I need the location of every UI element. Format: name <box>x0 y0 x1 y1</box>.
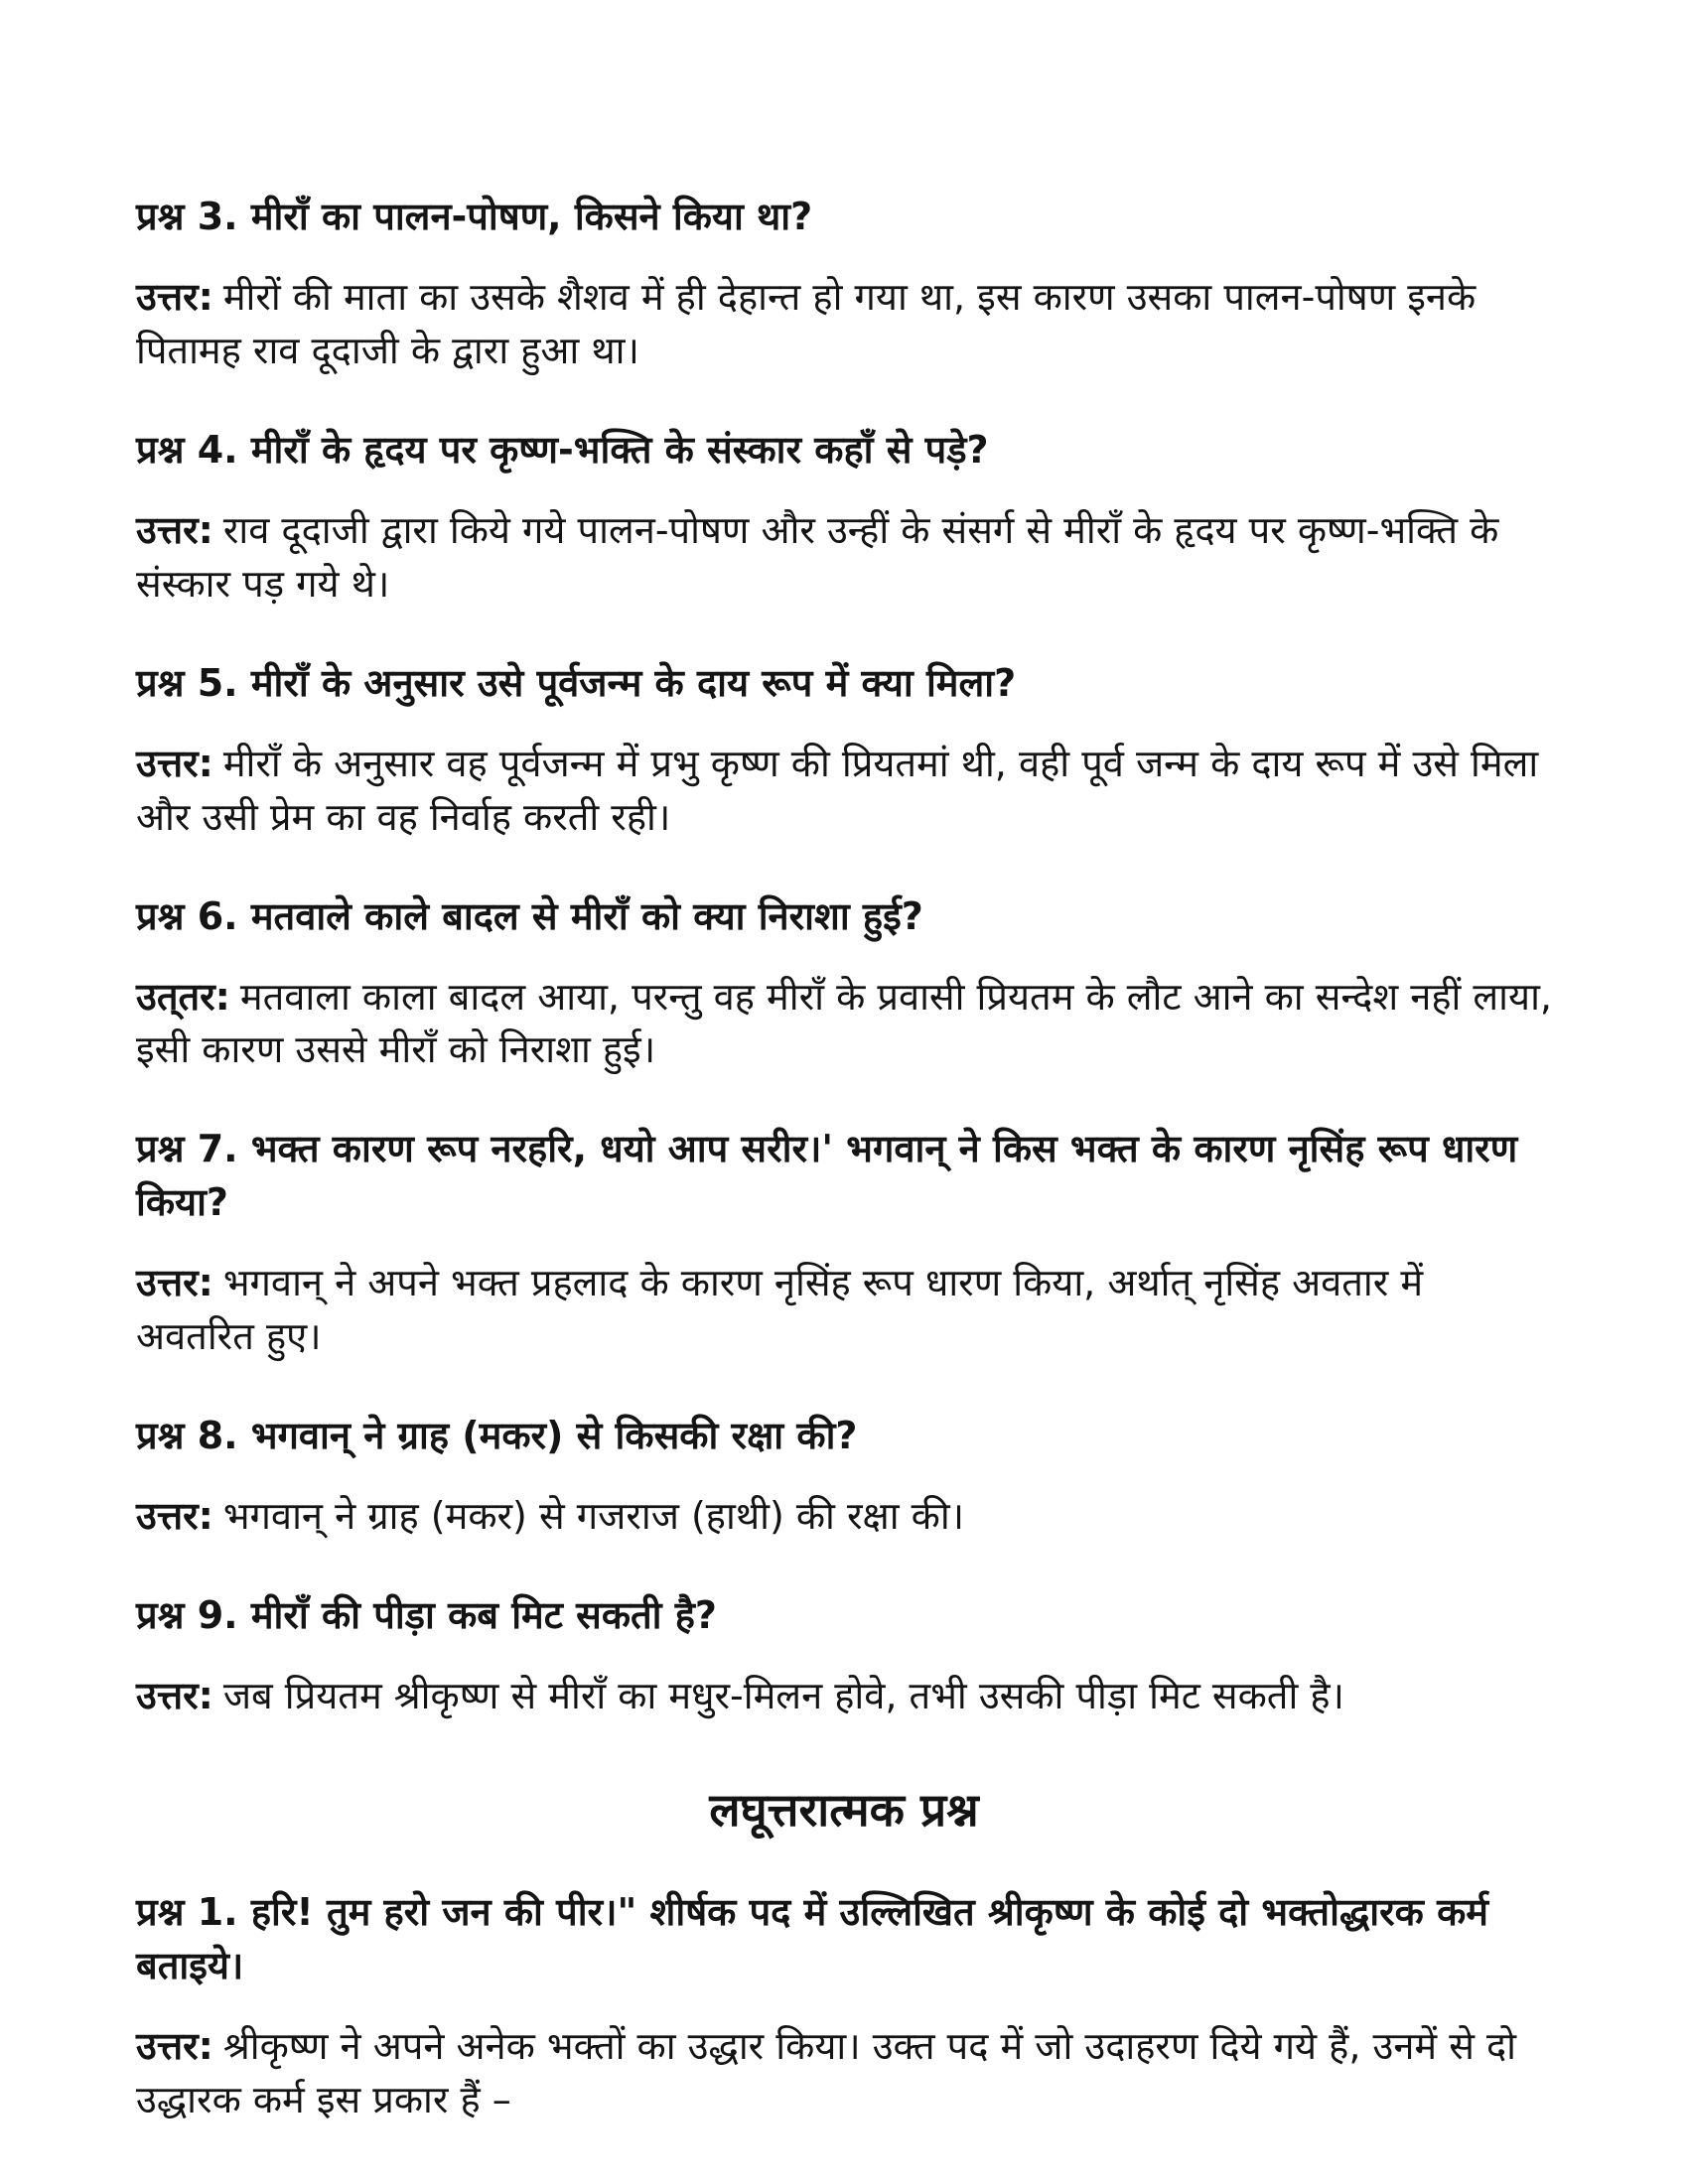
short-answer-1-label: उत्तर: <box>136 2023 213 2068</box>
answer-7-text: भगवान् ने अपने भक्त प्रहलाद के कारण नृसिंह रूप धारण किया, अर्थात् नृसिंह अवतार में अवतरित हुए। <box>136 1261 1424 1359</box>
qa-block-9 <box>136 1589 1552 1723</box>
answer-4-label: उत्तर: <box>136 507 213 552</box>
answer-5-label: उत्तर: <box>136 741 213 785</box>
answer-5 <box>136 738 1552 845</box>
section-heading: लघूत्तरात्मक प्रश्न <box>709 1783 979 1838</box>
answer-9-text: जब प्रियतम श्रीकृष्ण से मीराँ का मधुर-मिलन होवे, तभी उसकी पीड़ा मिट सकती है। <box>222 1674 1344 1718</box>
answer-7 <box>136 1257 1552 1364</box>
qa-block-7 <box>136 1123 1552 1364</box>
answer-7-label: उत्तर: <box>136 1261 213 1305</box>
answer-4-text: राव दूदाजी द्वारा किये गये पालन-पोषण और उन्हीं के संसर्ग से मीराँ के हृदय पर कृष्ण-भक्ति के संस्कार पड़ गये थे। <box>136 507 1499 606</box>
answer-8-text: भगवान् ने ग्राह (मकर) से गजराज (हाथी) की रक्षा की। <box>222 1494 965 1539</box>
question-8: प्रश्न 8. भगवान् ने ग्राह (मकर) से किसकी रक्षा की? <box>136 1414 858 1458</box>
question-4: प्रश्न 4. मीराँ के हृदय पर कृष्ण-भक्ति के संस्कार कहाँ से पड़े? <box>136 427 989 472</box>
answer-6-text: मतवाला काला बादल आया, परन्तु वह मीराँ के प्रवासी प्रियतम के लौट आने का सन्देश नहीं लाया, इसी कारण उससे मीराँ को निराशा हुई। <box>136 974 1552 1072</box>
answer-9-label: उत्तर: <box>136 1674 213 1718</box>
short-answer-1-text: श्रीकृष्ण ने अपने अनेक भक्तों का उद्धार किया। उक्त पद में जो उदाहरण दिये गये हैं, उनमें से दो उद्धारक कर्म इस प्रकार हैं – <box>136 2023 1516 2121</box>
answer-8-label: उत्तर: <box>136 1494 213 1539</box>
question-5: प्रश्न 5. मीराँ के अनुसार उसे पूर्वजन्म के दाय रूप में क्या मिला? <box>136 660 1017 705</box>
answer-8 <box>136 1490 1552 1544</box>
answer-9 <box>136 1670 1552 1723</box>
answer-3 <box>136 271 1552 378</box>
answer-6 <box>136 971 1552 1078</box>
answer-3-label: उत्तर: <box>136 274 213 319</box>
question-6: प्रश्न 6. मतवाले काले बादल से मीराँ को क्या निराशा हुई? <box>136 893 923 938</box>
qa-block-5 <box>136 657 1552 845</box>
answer-6-label: उत्‌तर: <box>136 974 230 1019</box>
qa-block-4 <box>136 424 1552 612</box>
qa-block-8 <box>136 1410 1552 1544</box>
question-9: प्रश्न 9. मीराँ की पीड़ा कब मिट सकती है? <box>136 1593 717 1638</box>
question-7: प्रश्न 7. भक्त कारण रूप नरहरि, धयो आप सरीर।' भगवान् ने किस भक्त के कारण नृसिंह रूप धारण किया? <box>136 1127 1518 1225</box>
answer-4 <box>136 504 1552 612</box>
answer-3-text: मीरों की माता का उसके शैशव में ही देहान्त हो गया था, इस कारण उसका पालन-पोषण इनके पितामह राव दूदाजी के द्वारा हुआ था। <box>136 274 1477 372</box>
answer-5-text: मीराँ के अनुसार वह पूर्वजन्म में प्रभु कृष्ण की प्रियतमां थी, वही पूर्व जन्म के दाय रूप में उसे मिला और उसी प्रेम का वह निर्वाह करती रही। <box>136 741 1539 839</box>
qa-block-6 <box>136 890 1552 1078</box>
qa-block-3 <box>136 191 1552 378</box>
question-3: प्रश्न 3. मीराँ का पालन-पोषण, किसने किया था? <box>136 195 813 238</box>
short-question-1: प्रश्न 1. हरि! तुम हरो जन की पीर।" शीर्षक पद में उल्लिखित श्रीकृष्ण के कोई दो भक्तोद्धारक कर्म बताइये। <box>136 1889 1489 1987</box>
short-answer-1 <box>136 2020 1552 2127</box>
qa-block-short-1 <box>136 1886 1552 2127</box>
